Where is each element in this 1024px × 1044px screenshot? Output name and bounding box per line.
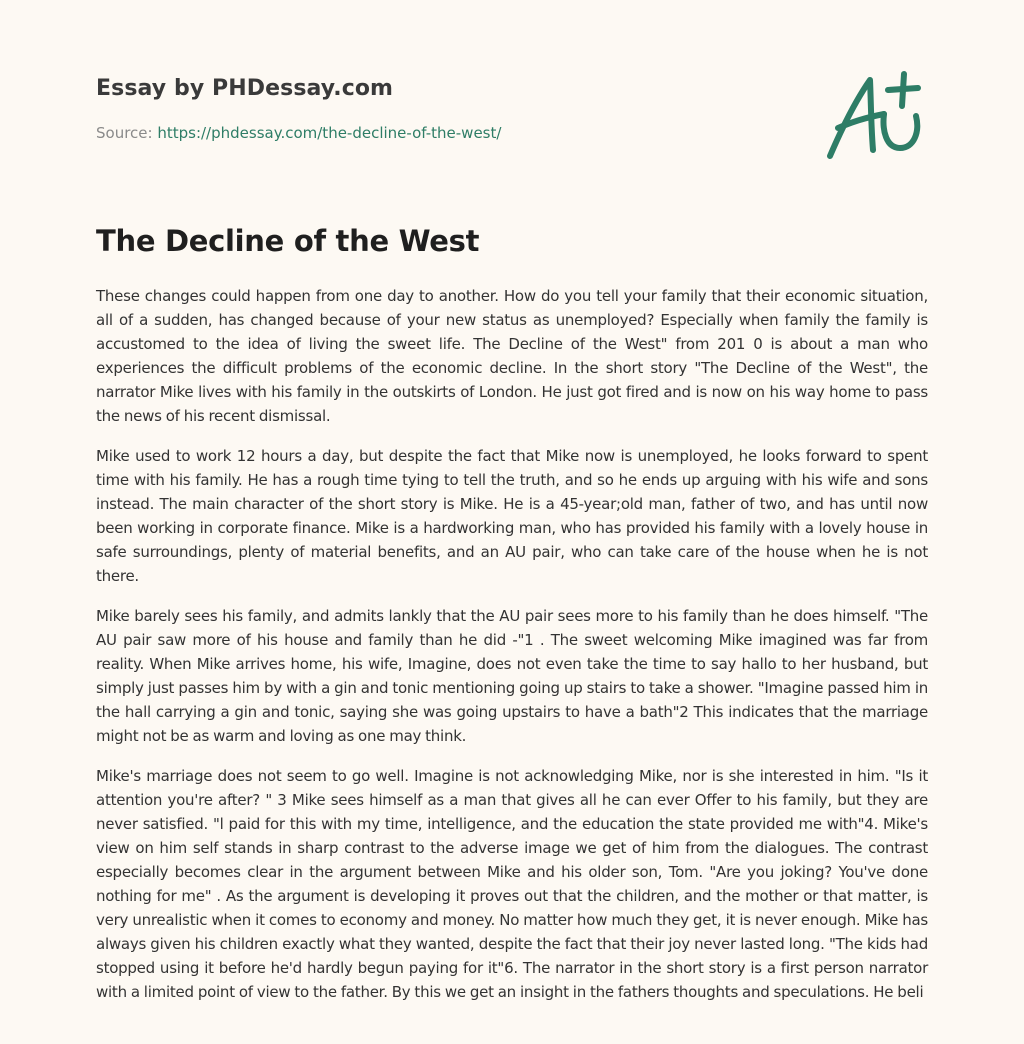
essay-paragraph: Mike used to work 12 hours a day, but despite the fact that Mike now is unemployed, he looks forward to spent time with his family. He has a rough time tying to tell the truth, and so he ends up arguing with his wife and sons instead. The main character of the short story is Mike. He is a 45-year;old man, father of two, and has until now been working in corporate finance. Mike is a hardworking man, who has provided his family with a lovely house in safe surroundings, plenty of material benefits, and an AU pair, who can take care of the house when he is not there. xyxy=(96,447,928,585)
essay-paragraph: Mike barely sees his family, and admits lankly that the AU pair sees more to his family than he does himself. "The AU pair saw more of his house and family than he did -"1 . The sweet welcoming Mike imagined was far from reality. When Mike arrives home, his wife, Imagine, does not even take the time to say hallo to her husband, but simply just passes him by with a gin and tonic mentioning going up stairs to take a shower. "Imagine passed him in the hall carrying a gin and tonic, saying she was going upstairs to have a bath"2 This indicates that the marriage might not be as warm and loving as one may think. xyxy=(96,607,928,745)
source-link[interactable]: https://phdessay.com/the-decline-of-the-west/ xyxy=(157,124,502,142)
essay-paragraph: These changes could happen from one day to another. How do you tell your family that their economic situation, all of a sudden, has changed because of your new status as unemployed? Especially when family the family is accustomed to the idea of living the sweet life. The Decline of the West" from 201 0 is about a man who experiences the difficult problems of the economic decline. In the short story "The Decline of the West", the narrator Mike lives with his family in the outskirts of London. He just got fired and is now on his way home to pass the news of his recent dismissal. xyxy=(96,287,928,425)
essay-paragraph: Mike's marriage does not seem to go well. Imagine is not acknowledging Mike, nor is she interested in him. "Is it attention you're after? " 3 Mike sees himself as a man that gives all he can ever Offer to his family, but they are never satisfied. "l paid for this with my time, intelligence, and the education the state provided me with"4. Mike's view on him self stands in sharp contrast to the adverse image we get of him from the dialogues. The contrast especially becomes clear in the argument between Mike and his older son, Tom. "Are you joking? You've done nothing for me" . As the argument is developing it proves out that the children, and the mother or that matter, is very unrealistic when it comes to economy and money. No matter how much they get, it is never enough. Mike has always given his children exactly what they wanted, despite the fact that their joy never lasted long. "The kids had stopped using it before he'd hardly begun paying for it"6. The narrator in the short story is a first person narrator with a limited point of view to the father. By this we get an insight in the fathers thoughts and speculations. He beli xyxy=(96,767,928,1001)
site-brand: Essay by PHDessay.com xyxy=(96,76,394,101)
essay-body xyxy=(96,284,928,1020)
essay-page xyxy=(96,0,928,1001)
a-plus-logo-icon xyxy=(824,68,928,164)
page-header xyxy=(96,0,928,160)
source-line xyxy=(96,124,501,142)
source-label: Source: xyxy=(96,124,158,142)
essay-title: The Decline of the West xyxy=(96,224,480,258)
